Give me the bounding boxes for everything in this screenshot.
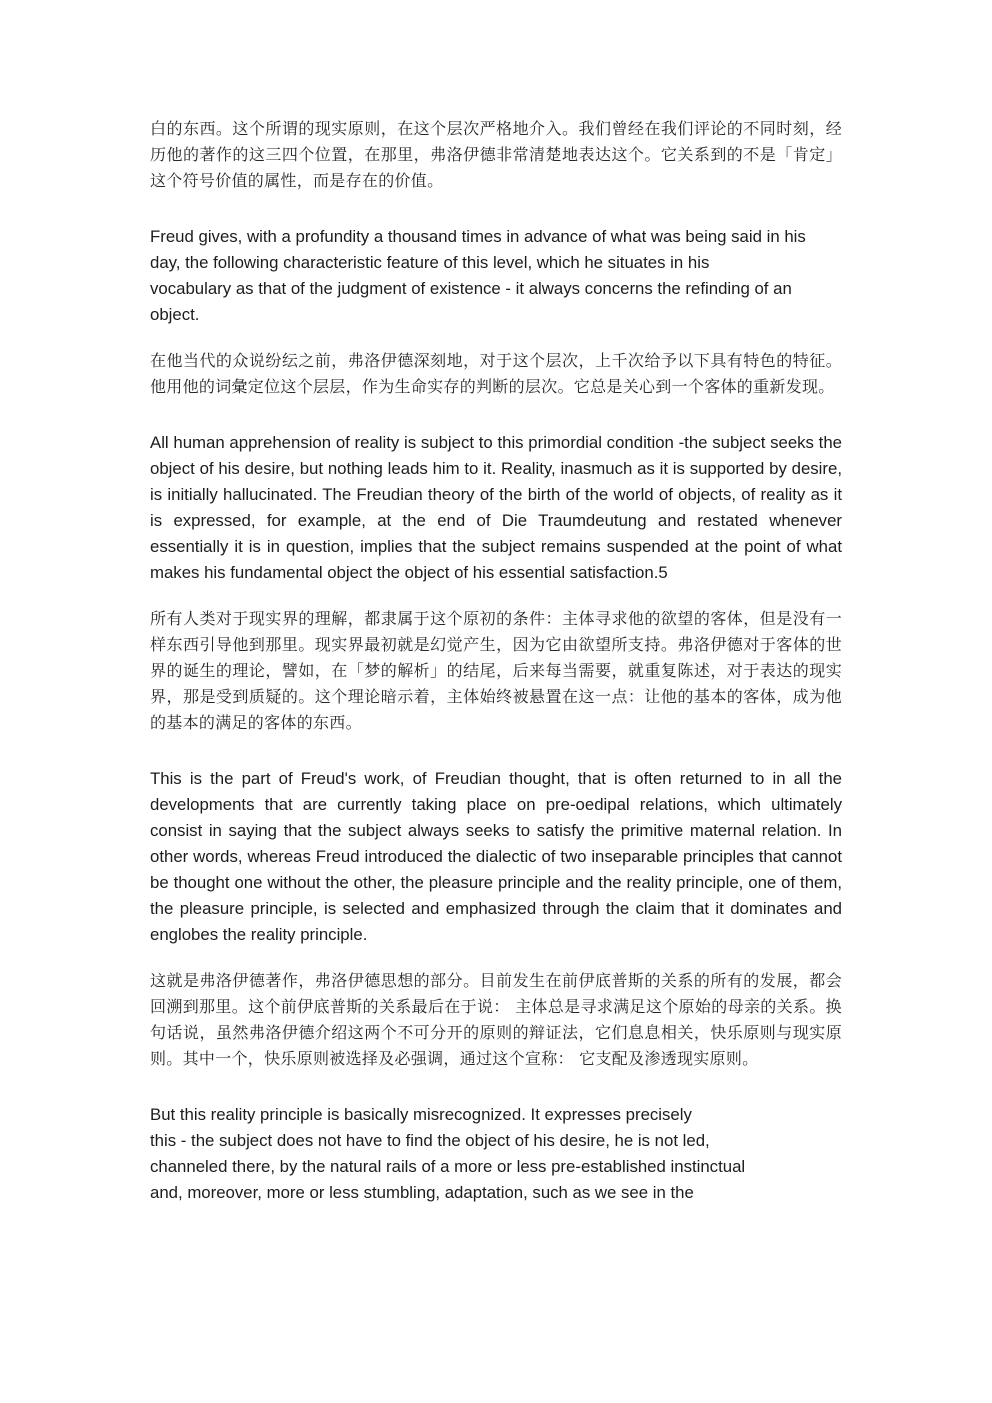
paragraph-english-2: All human apprehension of reality is subject to this primordial condition -the subject seeks the object of his desire, but nothing leads him to it. Reality, inasmuch as it is supported by desire, is initially hallucinated. The Freudian theory of the birth of the world of objects, of reality as it is expressed, for example, at the end of Die Traumdeutung and restated whenever essentially it is in question, implies that the subject remains suspended at the point of what makes his fundamental object the object of his essential satisfaction.5	[150, 433, 842, 582]
paragraph-chinese-2: 在他当代的众说纷纭之前，弗洛伊德深刻地，对于这个层次，上千次给予以下具有特色的特征。他用他的词彙定位这个层层，作为生命实存的判断的层次。它总是关心到一个客体的重新发现。	[150, 351, 842, 396]
paragraph-chinese-4: 这就是弗洛伊德著作，弗洛伊德思想的部分。目前发生在前伊底普斯的关系的所有的发展，都会回溯到那里。这个前伊底普斯的关系最后在于说： 主体总是寻求满足这个原始的母亲的关系。换句话说，虽然弗洛伊德介绍这两个不可分开的原则的辩证法，它们息息相关，快乐原则与现实原则。其中一个，快乐原则被选择及必强调，通过这个宣称： 它支配及渗透现实原则。	[150, 971, 842, 1068]
paragraph-chinese-1: 白的东西。这个所谓的现实原则，在这个层次严格地介入。我们曾经在我们评论的不同时刻，经历他的著作的这三四个位置，在那里，弗洛伊德非常清楚地表达这个。它关系到的不是「肯定」这个符号价值的属性，而是存在的价值。	[150, 119, 842, 190]
text-line: channeled there, by the natural rails of a more or less pre-established instinctual	[150, 1157, 746, 1176]
document-page	[150, 116, 842, 1206]
paragraph-chinese-3: 所有人类对于现实界的理解，都隶属于这个原初的条件：主体寻求他的欲望的客体，但是没有一样东西引导他到那里。现实界最初就是幻觉产生，因为它由欲望所支持。弗洛伊德对于客体的世界的诞生的理论，譬如，在「梦的解析」的结尾，后来每当需要，就重复陈述，对于表达的现实界，那是受到质疑的。这个理论暗示着，主体始终被悬置在这一点：让他的基本的客体，成为他的基本的满足的客体的东西。	[150, 609, 842, 732]
paragraph-english-3: This is the part of Freud's work, of Freudian thought, that is often returned to in all the developments that are currently taking place on pre-oedipal relations, which ultimately consist in saying that the subject always seeks to satisfy the primitive maternal relation. In other words, whereas Freud introduced the dialectic of two inseparable principles that cannot be thought one without the other, the pleasure principle and the reality principle, one of them, the pleasure principle, is selected and emphasized through the claim that it dominates and englobes the reality principle.	[150, 769, 842, 944]
paragraph-english-4	[150, 1102, 842, 1206]
text-line: Freud gives, with a profundity a thousand times in advance of what was being said in his	[150, 227, 806, 246]
text-line: this - the subject does not have to find the object of his desire, he is not led,	[150, 1131, 710, 1150]
text-line: object.	[150, 305, 200, 324]
text-line: vocabulary as that of the judgment of existence - it always concerns the refinding of an	[150, 279, 792, 298]
text-line: But this reality principle is basically misrecognized. It expresses precisely	[150, 1105, 692, 1124]
paragraph-english-1	[150, 224, 842, 328]
text-line: and, moreover, more or less stumbling, adaptation, such as we see in the	[150, 1183, 694, 1202]
text-line: day, the following characteristic feature of this level, which he situates in his	[150, 253, 710, 272]
